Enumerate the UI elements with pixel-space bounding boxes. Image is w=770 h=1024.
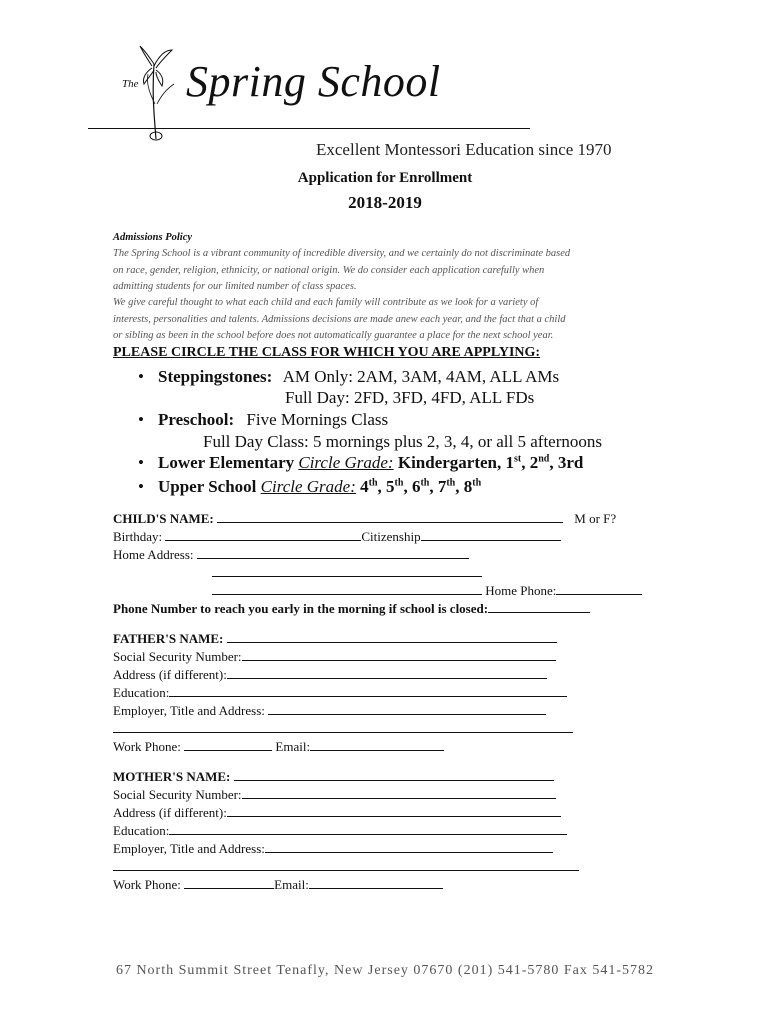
father-education-row bbox=[113, 684, 567, 701]
grade-3[interactable]: 3rd bbox=[557, 453, 584, 472]
preschool-option[interactable] bbox=[158, 410, 388, 430]
mother-employer-line2 bbox=[113, 858, 579, 875]
father-ssn-label: Social Security Number: bbox=[113, 649, 242, 664]
father-name-label: FATHER'S NAME: bbox=[113, 631, 224, 646]
mother-name-row bbox=[113, 768, 554, 785]
father-work-phone-field[interactable] bbox=[184, 738, 272, 751]
home-address-field[interactable] bbox=[197, 546, 469, 559]
early-phone-row bbox=[113, 600, 590, 617]
mother-education-label: Education: bbox=[113, 823, 170, 838]
birthday-field[interactable] bbox=[165, 528, 361, 541]
father-employer-field-2[interactable] bbox=[113, 720, 573, 733]
bullet: • bbox=[138, 477, 144, 496]
citizenship-label: Citizenship bbox=[361, 529, 421, 544]
mother-education-row bbox=[113, 822, 567, 839]
comma: , bbox=[429, 477, 434, 496]
child-name-row bbox=[113, 510, 616, 527]
grade-4[interactable]: 4 bbox=[360, 477, 369, 496]
mother-work-phone-field[interactable] bbox=[184, 876, 274, 889]
mother-contact-row bbox=[113, 876, 443, 893]
sup: th bbox=[472, 477, 482, 489]
father-address-label: Address (if different): bbox=[113, 667, 227, 682]
father-ssn-row bbox=[113, 648, 556, 665]
father-address-row bbox=[113, 666, 547, 683]
preschool-fd[interactable]: Full Day Class: 5 mornings plus 2, 3, 4, or all 5 afternoons bbox=[203, 432, 603, 451]
sup: st bbox=[514, 453, 522, 465]
bullet: • bbox=[138, 367, 144, 386]
mother-employer-label: Employer, Title and Address: bbox=[113, 841, 265, 856]
mother-employer-field[interactable] bbox=[265, 840, 553, 853]
father-contact-row bbox=[113, 738, 444, 755]
grade-2[interactable]: 2 bbox=[529, 453, 539, 472]
early-phone-field[interactable] bbox=[488, 600, 590, 613]
logo-school-name: Spring School bbox=[186, 57, 441, 106]
school-year: 2018-2019 bbox=[348, 193, 422, 212]
sup: th bbox=[394, 477, 404, 489]
grade-1[interactable]: 1 bbox=[505, 453, 514, 472]
preschool-label: Preschool: bbox=[158, 410, 235, 429]
birthday-label: Birthday: bbox=[113, 529, 163, 544]
birthday-row bbox=[113, 528, 561, 545]
father-name-row bbox=[113, 630, 557, 647]
grade-7[interactable]: 7 bbox=[437, 477, 447, 496]
mother-address-field[interactable] bbox=[227, 804, 561, 817]
father-employer-field[interactable] bbox=[268, 702, 546, 715]
sup: th bbox=[368, 477, 378, 489]
steppingstones-fd[interactable]: Full Day: 2FD, 3FD, 4FD, ALL FDs bbox=[285, 388, 535, 407]
father-employer-row bbox=[113, 702, 546, 719]
policy-line: admitting students for our limited number of class spaces. bbox=[113, 281, 357, 292]
comma: , bbox=[549, 453, 554, 472]
grade-5[interactable]: 5 bbox=[386, 477, 395, 496]
home-phone-row bbox=[212, 582, 642, 599]
bullet: • bbox=[138, 410, 144, 429]
policy-line: interests, personalities and talents. Admissions decisions are made anew each year, and the fact that a child bbox=[113, 314, 566, 325]
mother-name-field[interactable] bbox=[234, 768, 554, 781]
policy-line: on race, gender, religion, ethnicity, or national origin. We do consider each application carefully when bbox=[113, 265, 545, 276]
home-address-label: Home Address: bbox=[113, 547, 194, 562]
footer-address: 67 North Summit Street Tenafly, New Jersey 07670 (201) 541-5780 Fax 541-5782 bbox=[115, 963, 655, 978]
home-phone-label: Home Phone: bbox=[485, 583, 557, 598]
father-email-field[interactable] bbox=[310, 738, 444, 751]
child-sex-label: M or F? bbox=[574, 511, 617, 526]
father-email-label: Email: bbox=[275, 739, 311, 754]
child-name-label: CHILD'S NAME: bbox=[113, 511, 214, 526]
father-ssn-field[interactable] bbox=[242, 648, 556, 661]
mother-employer-row bbox=[113, 840, 553, 857]
bullet: • bbox=[138, 453, 144, 472]
grade-6[interactable]: 6 bbox=[411, 477, 421, 496]
tagline: Excellent Montessori Education since 1970 bbox=[316, 140, 612, 159]
sup: th bbox=[420, 477, 430, 489]
lower-circle-grade: Circle Grade: bbox=[298, 453, 394, 472]
preschool-am: Five Mornings Class bbox=[246, 410, 389, 429]
steppingstones-label: Steppingstones: bbox=[158, 367, 273, 386]
logo-the: The bbox=[122, 78, 139, 90]
page-title: Application for Enrollment bbox=[297, 170, 473, 186]
mother-ssn-row bbox=[113, 786, 556, 803]
citizenship-field[interactable] bbox=[421, 528, 561, 541]
mother-ssn-label: Social Security Number: bbox=[113, 787, 242, 802]
father-work-phone-label: Work Phone: bbox=[113, 739, 181, 754]
lower-elementary-option[interactable] bbox=[158, 453, 583, 473]
policy-line: The Spring School is a vibrant community of incredible diversity, and we certainly do not discriminate based bbox=[113, 248, 571, 259]
upper-label: Upper School bbox=[158, 477, 257, 496]
comma: , bbox=[521, 453, 526, 472]
grade-8[interactable]: 8 bbox=[463, 477, 473, 496]
father-employer-label: Employer, Title and Address: bbox=[113, 703, 265, 718]
early-phone-label: Phone Number to reach you early in the morning if school is closed: bbox=[113, 601, 489, 616]
comma: , bbox=[377, 477, 382, 496]
flower-logo-icon bbox=[128, 44, 188, 144]
lower-label: Lower Elementary bbox=[158, 453, 295, 472]
steppingstones-option[interactable] bbox=[158, 367, 559, 387]
mother-name-label: MOTHER'S NAME: bbox=[113, 769, 231, 784]
mother-ssn-field[interactable] bbox=[242, 786, 556, 799]
child-name-field[interactable] bbox=[217, 510, 563, 523]
mother-work-phone-label: Work Phone: bbox=[113, 877, 181, 892]
comma: , bbox=[455, 477, 460, 496]
mother-education-field[interactable] bbox=[169, 822, 567, 835]
class-instruction: PLEASE CIRCLE THE CLASS FOR WHICH YOU ARE APPLYING: bbox=[113, 345, 541, 360]
mother-email-label: Email: bbox=[274, 877, 309, 892]
steppingstones-am: AM Only: 2AM, 3AM, 4AM, ALL AMs bbox=[282, 367, 560, 386]
comma: , bbox=[403, 477, 408, 496]
grade-k[interactable]: Kindergarten, bbox=[397, 453, 502, 472]
home-address-line2 bbox=[212, 564, 482, 581]
mother-email-field[interactable] bbox=[309, 876, 443, 889]
upper-school-option[interactable] bbox=[158, 477, 481, 497]
logo-rule bbox=[88, 128, 530, 129]
father-name-field[interactable] bbox=[227, 630, 557, 643]
home-address-field-2[interactable] bbox=[212, 564, 482, 577]
father-education-field[interactable] bbox=[169, 684, 567, 697]
policy-line: We give careful thought to what each child and each family will contribute as we look for a variety of bbox=[113, 297, 539, 308]
father-employer-line2 bbox=[113, 720, 573, 737]
upper-circle-grade: Circle Grade: bbox=[260, 477, 356, 496]
mother-address-row bbox=[113, 804, 561, 821]
sup: nd bbox=[538, 453, 550, 465]
policy-line: or sibling as been in the school before does not automatically guarantee a place for the next school year. bbox=[113, 330, 554, 341]
mother-employer-field-2[interactable] bbox=[113, 858, 579, 871]
sup: th bbox=[446, 477, 456, 489]
father-education-label: Education: bbox=[113, 685, 170, 700]
home-address-row bbox=[113, 546, 469, 563]
policy-heading: Admissions Policy bbox=[113, 232, 193, 243]
home-address-field-3[interactable] bbox=[212, 582, 482, 595]
father-address-field[interactable] bbox=[227, 666, 547, 679]
mother-address-label: Address (if different): bbox=[113, 805, 227, 820]
home-phone-field[interactable] bbox=[556, 582, 642, 595]
